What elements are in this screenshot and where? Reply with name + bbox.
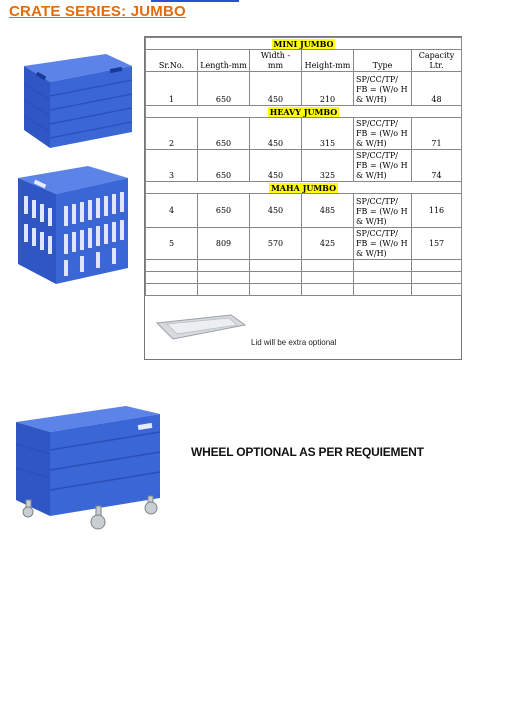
cell-length: 650 [198,194,250,228]
empty-row [146,260,462,272]
cell-height: 485 [302,194,354,228]
cell-sr: 1 [146,72,198,106]
cell-length: 650 [198,72,250,106]
col-header: Width - mm [250,50,302,72]
cell-type: SP/CC/TP/ FB = (W/o H & W/H) [354,118,412,150]
cell-height: 315 [302,118,354,150]
cell-type: SP/CC/TP/ FB = (W/o H & W/H) [354,228,412,260]
cell-capacity: 71 [412,118,462,150]
cell-length: 650 [198,118,250,150]
table-row [146,150,462,182]
header-row [146,50,462,72]
cell-type: SP/CC/TP/ FB = (W/o H & W/H) [354,150,412,182]
cell-capacity: 157 [412,228,462,260]
cell-capacity: 74 [412,150,462,182]
lid-image [153,313,249,343]
cell-sr: 5 [146,228,198,260]
section-title: HEAVY JUMBO [269,107,338,117]
section-title: MINI JUMBO [273,39,334,49]
cell-width: 450 [250,194,302,228]
cell-sr: 4 [146,194,198,228]
table-row [146,194,462,228]
cell-sr: 3 [146,150,198,182]
cell-height: 325 [302,150,354,182]
cell-capacity: 116 [412,194,462,228]
table-row [146,228,462,260]
table-row [146,72,462,106]
col-header: Capacity Ltr. [412,50,462,72]
col-header: Length-mm [198,50,250,72]
wheeled-crate-image [14,400,164,540]
top-rule [151,0,239,2]
cell-height: 425 [302,228,354,260]
cell-type: SP/CC/TP/ FB = (W/o H & W/H) [354,72,412,106]
cell-width: 570 [250,228,302,260]
cell-length: 650 [198,150,250,182]
col-header: Type [354,50,412,72]
cell-width: 450 [250,118,302,150]
table-row [146,118,462,150]
spec-table [145,37,462,296]
cell-width: 450 [250,72,302,106]
lid-note: Lid will be extra optional [251,338,337,347]
cell-length: 809 [198,228,250,260]
section-row-mini-jumbo [146,38,462,50]
cell-sr: 2 [146,118,198,150]
empty-row [146,272,462,284]
section-title: MAHA JUMBO [270,183,337,193]
mini-jumbo-crate-image [6,44,134,152]
section-row-heavy-jumbo [146,106,462,118]
wheel-note: WHEEL OPTIONAL AS PER REQUIEMENT [191,445,424,459]
page-title: CRATE SERIES: JUMBO [9,3,186,20]
col-header: Height-mm [302,50,354,72]
col-header: Sr.No. [146,50,198,72]
cell-type: SP/CC/TP/ FB = (W/o H & W/H) [354,194,412,228]
cell-width: 450 [250,150,302,182]
cell-capacity: 48 [412,72,462,106]
spec-table-panel [144,36,462,360]
section-row-maha-jumbo [146,182,462,194]
cell-height: 210 [302,72,354,106]
empty-row [146,284,462,296]
heavy-jumbo-crate-image [10,160,136,290]
